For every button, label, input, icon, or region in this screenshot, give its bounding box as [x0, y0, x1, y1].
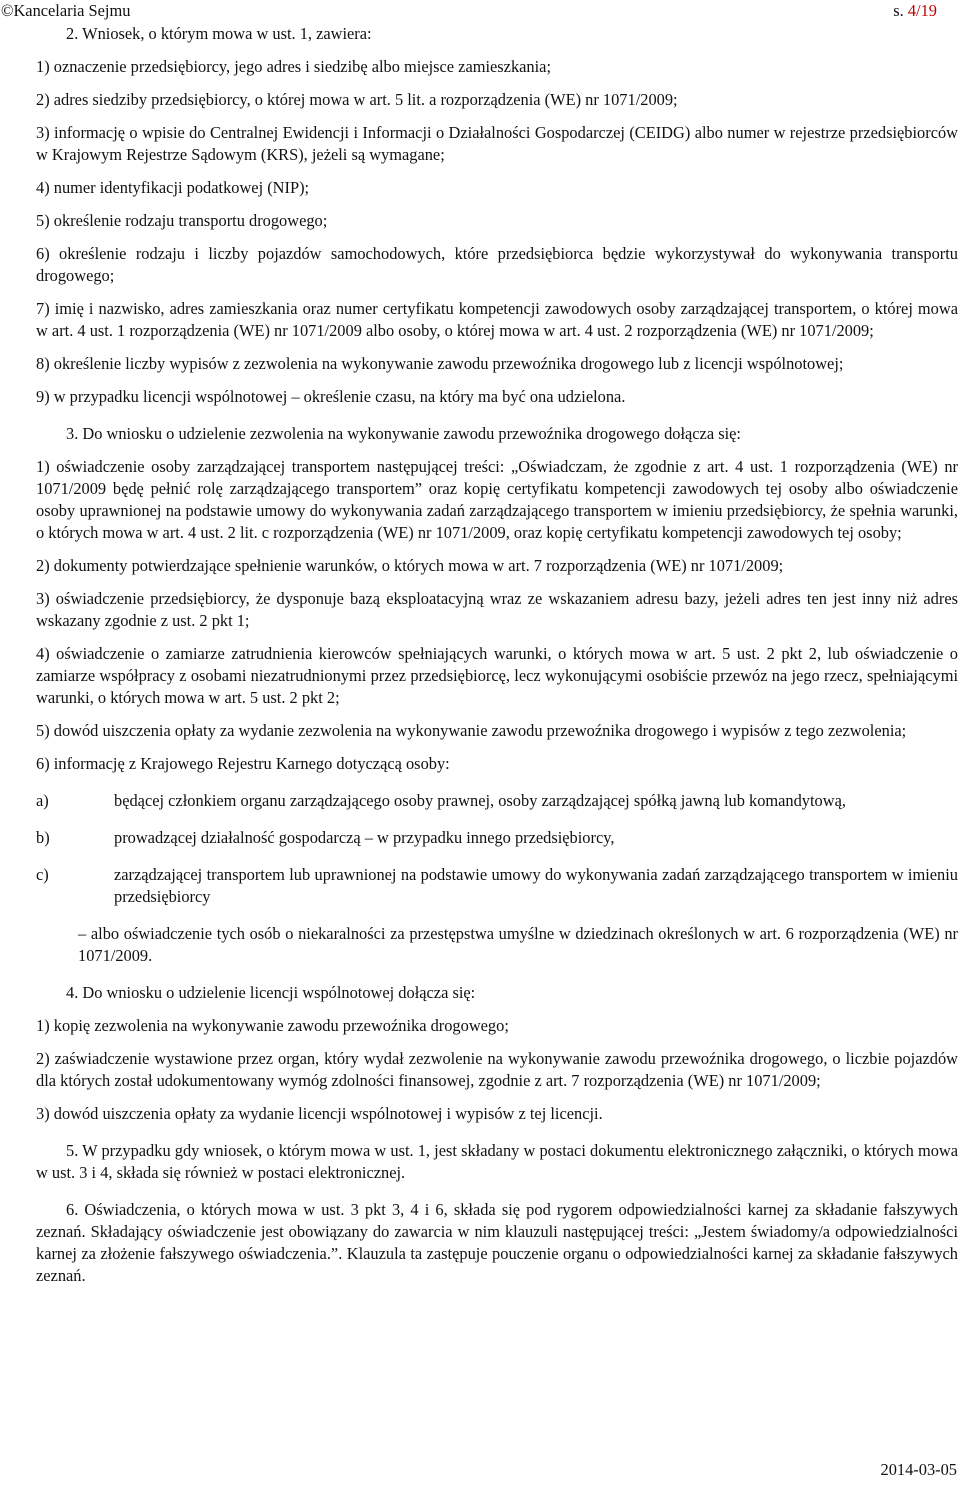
footer-date: 2014-03-05: [880, 1460, 957, 1479]
subitem-text: prowadzącej działalność gospodarczą – w przypadku innego przedsiębiorcy,: [114, 828, 615, 847]
section-2-intro: 2. Wniosek, o którym mowa w ust. 1, zawiera:: [66, 24, 372, 43]
section-6: 6. Oświadczenia, o których mowa w ust. 3 pkt 3, 4 i 6, składa się pod rygorem odpowiedzialności karnej za składanie fałszywych zeznań. Składający oświadczenie jest obowiązany do zawarcia w nim klauzuli następującej treści: „Jestem świadomy/a odpowiedzialności karnej za złożenie fałszywego oświadczenia.”. Klauzula ta zastępuje pouczenie organu o odpowiedzialności karnej za składanie fałszywych zeznań.: [36, 1200, 958, 1285]
s3-item-2: 2) dokumenty potwierdzające spełnienie warunków, o których mowa w art. 7 rozporządzenia (WE) nr 1071/2009;: [36, 556, 784, 575]
page-prefix: s.: [893, 1, 908, 20]
s3-item-5: 5) dowód uiszczenia opłaty za wydanie zezwolenia na wykonywanie zawodu przewoźnika drogowego i wypisów z tego zezwolenia;: [36, 721, 907, 740]
s4-item-3: 3) dowód uiszczenia opłaty za wydanie licencji wspólnotowej i wypisów z tej licencji.: [36, 1104, 603, 1123]
s4-item-2: 2) zaświadczenie wystawione przez organ, który wydał zezwolenie na wykonywanie zawodu przewoźnika drogowego, o liczbie pojazdów dla których został udokumentowany wymóg zdolności finansowej, zgodnie z art. 7 rozporządzenia (WE) nr 1071/2009;: [36, 1049, 958, 1090]
s2-item-3: 3) informację o wpisie do Centralnej Ewidencji i Informacji o Działalności Gospodarczej (CEIDG) albo numer w rejestrze przedsiębiorców w Krajowym Rejestrze Sądowym (KRS), jeżeli są wymagane;: [36, 123, 958, 164]
s3-item-1: 1) oświadczenie osoby zarządzającej transportem następującej treści: „Oświadczam, że zgodnie z art. 4 ust. 1 rozporządzenia (WE) nr 1071/2009 będę pełnić rolę zarządzającego transportem” oraz kopię certyfikatu kompetencji zawodowych tej osoby albo oświadczenie osoby uprawnionej na podstawie umowy do wykonywania zadań zarządzającego transportem w imieniu przedsiębiorcy, że spełnia warunki, o których mowa w art. 4 ust. 2 lit. c rozporządzenia (WE) nr 1071/2009, oraz kopię certyfikatu kompetencji zawodowych tej osoby;: [36, 457, 958, 542]
s3-subitem-c: [36, 864, 958, 908]
s3-item-6: 6) informację z Krajowego Rejestru Karnego dotyczącą osoby:: [36, 754, 450, 773]
s3-dash-clause: – albo oświadczenie tych osób o niekaralności za przestępstwa umyślne w dziedzinach określonych w art. 6 rozporządzenia (WE) nr 1071/2009.: [78, 924, 958, 965]
s3-item-4: 4) oświadczenie o zamiarze zatrudnienia kierowców spełniających warunki, o których mowa w art. 5 ust. 2 pkt 2, lub oświadczenie o zamiarze współpracy z osobami niezatrudnionymi przez przedsiębiorcę, lecz wykonującymi osobiście przewóz na jego rzecz, spełniającymi warunki, o których mowa w art. 5 ust. 2 pkt 2;: [36, 644, 958, 707]
subitem-text: będącej członkiem organu zarządzającego osoby prawnej, osoby zarządzającej spółką jawną lub komandytową,: [114, 791, 846, 810]
header-page-number: [893, 0, 937, 22]
section-3-intro: 3. Do wniosku o udzielenie zezwolenia na wykonywanie zawodu przewoźnika drogowego dołącza się:: [66, 424, 741, 443]
s4-item-1: 1) kopię zezwolenia na wykonywanie zawodu przewoźnika drogowego;: [36, 1016, 509, 1035]
page-header: [0, 0, 960, 22]
page-number-value: 4/19: [907, 1, 937, 20]
document-body: [36, 22, 958, 1287]
s2-item-7: 7) imię i nazwisko, adres zamieszkania oraz numer certyfikatu kompetencji zawodowych osoby zarządzającej transportem, o której mowa w art. 4 ust. 1 rozporządzenia (WE) nr 1071/2009 albo osoby, o której mowa w art. 4 ust. 2 rozporządzenia (WE) nr 1071/2009;: [36, 299, 958, 340]
s2-item-9: 9) w przypadku licencji wspólnotowej – określenie czasu, na który ma być ona udzielona.: [36, 387, 626, 406]
subitem-label: c): [36, 865, 49, 884]
s2-item-5: 5) określenie rodzaju transportu drogowego;: [36, 211, 328, 230]
s3-item-3: 3) oświadczenie przedsiębiorcy, że dysponuje bazą eksploatacyjną wraz ze wskazaniem adresu bazy, jeżeli adres ten jest inny niż adres wskazany zgodnie z ust. 2 pkt 1;: [36, 589, 958, 630]
section-5: 5. W przypadku gdy wniosek, o którym mowa w ust. 1, jest składany w postaci dokumentu elektronicznego załączniki, o których mowa w ust. 3 i 4, składa się również w postaci elektronicznej.: [36, 1141, 958, 1182]
header-copyright: ©Kancelaria Sejmu: [1, 1, 131, 20]
section-4-intro: 4. Do wniosku o udzielenie licencji wspólnotowej dołącza się:: [66, 983, 476, 1002]
s3-subitem-a: [36, 790, 958, 812]
subitem-label: a): [36, 791, 49, 810]
s2-item-1: 1) oznaczenie przedsiębiorcy, jego adres i siedzibę albo miejsce zamieszkania;: [36, 57, 551, 76]
s3-subitem-b: [36, 827, 958, 849]
s2-item-6: 6) określenie rodzaju i liczby pojazdów samochodowych, które przedsiębiorca będzie wykorzystywał do wykonywania transportu drogowego;: [36, 244, 958, 285]
subitem-label: b): [36, 828, 50, 847]
subitem-text: zarządzającej transportem lub uprawnionej na podstawie umowy do wykonywania zadań zarządzającego transportem w imieniu przedsiębiorcy: [114, 865, 958, 906]
s2-item-2: 2) adres siedziby przedsiębiorcy, o której mowa w art. 5 lit. a rozporządzenia (WE) nr 1071/2009;: [36, 90, 678, 109]
s2-item-8: 8) określenie liczby wypisów z zezwolenia na wykonywanie zawodu przewoźnika drogowego lub z licencji wspólnotowej;: [36, 354, 844, 373]
s2-item-4: 4) numer identyfikacji podatkowej (NIP);: [36, 178, 310, 197]
